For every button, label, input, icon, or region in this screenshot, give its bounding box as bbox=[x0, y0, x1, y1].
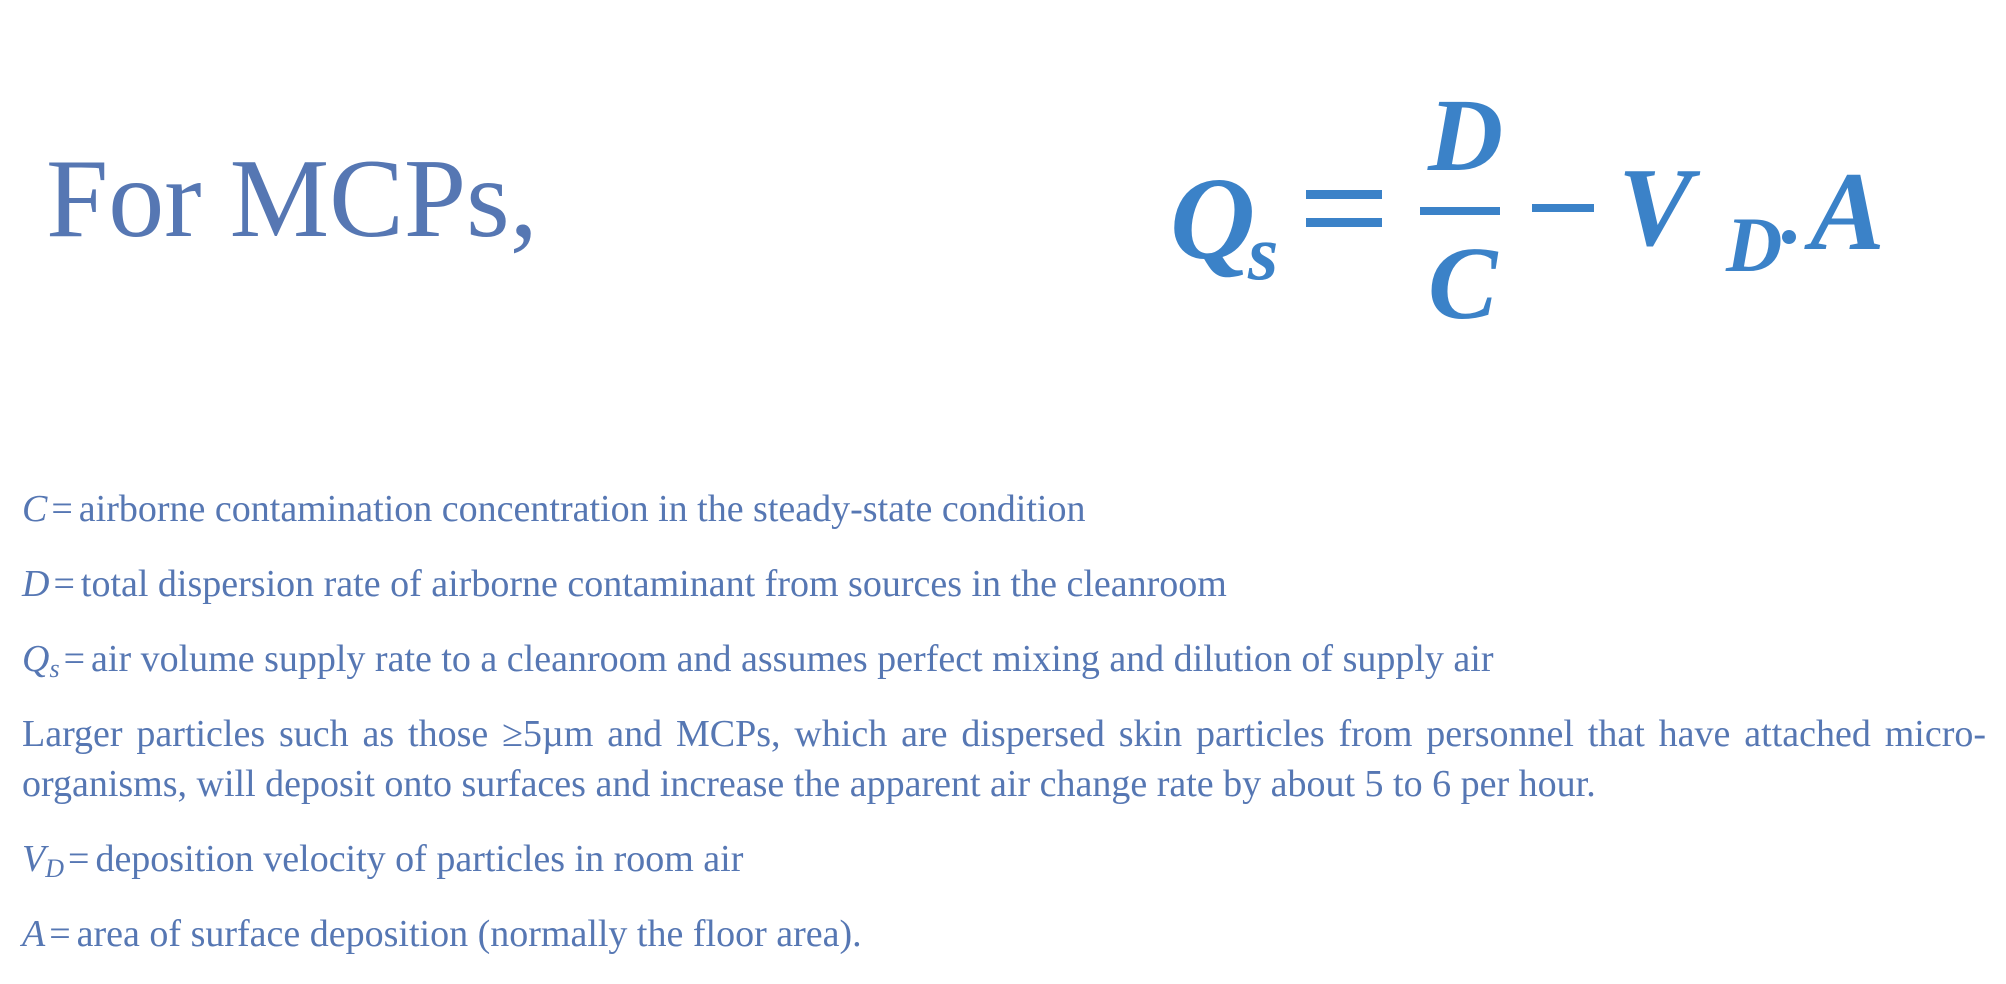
definition-equals: = bbox=[63, 638, 86, 680]
heading-for-mcps: For MCPs, bbox=[46, 137, 538, 261]
definition-symbol: D bbox=[22, 563, 50, 605]
definition-equals: = bbox=[53, 563, 75, 605]
equation-q-subscript: s bbox=[1248, 209, 1279, 296]
equation-minus-sign bbox=[1532, 204, 1594, 212]
definition-symbol: $Q_s$ bbox=[22, 638, 60, 683]
definition-text: deposition velocity of particles in room air bbox=[95, 838, 744, 880]
definition-text: air volume supply rate to a cleanroom and assumes perfect mixing and dilution of supply air bbox=[91, 638, 1494, 680]
supply-rate-equation bbox=[1170, 78, 1950, 342]
definition-text: total dispersion rate of airborne contaminant from sources in the cleanroom bbox=[80, 563, 1227, 605]
definition-c bbox=[22, 484, 1986, 534]
equation-fraction-bar bbox=[1420, 207, 1500, 215]
definition-subscript: s bbox=[49, 654, 60, 683]
definition-equals: = bbox=[49, 913, 71, 955]
definition-qs bbox=[22, 634, 1986, 684]
definition-symbol: C bbox=[22, 488, 48, 530]
definition-d bbox=[22, 559, 1986, 609]
equation-denominator: C bbox=[1428, 226, 1498, 341]
definition-vd bbox=[22, 834, 1986, 884]
equation-equals-sign bbox=[1306, 182, 1382, 234]
equation-numerator: D bbox=[1428, 78, 1504, 193]
definition-text: area of surface deposition (normally the floor area). bbox=[76, 913, 862, 955]
definition-a bbox=[22, 909, 1986, 959]
equation-a-symbol: A bbox=[1810, 150, 1885, 274]
deposition-paragraph: Larger particles such as those ≥5µm and MCPs, which are dispersed skin particles from personnel that have attached micro-organisms, will deposit onto surfaces and increase the apparent air change rate by about 5 to 6 per hour. bbox=[22, 713, 1986, 805]
definition-equals: = bbox=[68, 838, 90, 880]
equation-dot-operator bbox=[1782, 230, 1796, 244]
definitions-block bbox=[22, 484, 1986, 984]
definition-symbol: $V_D$ bbox=[22, 838, 64, 883]
definition-equals: = bbox=[51, 488, 73, 530]
definition-symbol: A bbox=[22, 913, 46, 955]
definition-subscript: D bbox=[45, 854, 64, 883]
equation-v-symbol: V bbox=[1618, 146, 1693, 270]
equation-v-subscript: D bbox=[1726, 201, 1783, 288]
definition-text: airborne contamination concentration in the steady-state condition bbox=[78, 488, 1086, 530]
equation-q-symbol: Q bbox=[1170, 153, 1256, 284]
